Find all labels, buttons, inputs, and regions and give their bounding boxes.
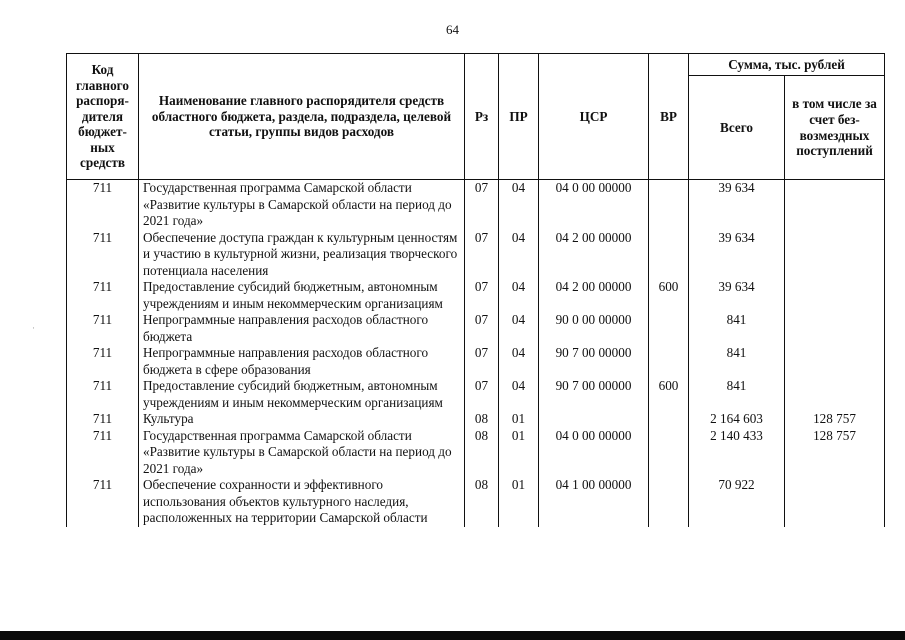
cell-pr: 01 <box>499 411 539 428</box>
cell-name: Непрограммные направления расходов областного бюджета в сфере образования <box>139 345 465 378</box>
cell-grant <box>785 312 885 345</box>
header-sum: Сумма, тыс. рублей <box>689 54 885 76</box>
table-row <box>67 312 885 345</box>
table-row <box>67 477 885 527</box>
header-csr: ЦСР <box>539 54 649 180</box>
cell-rz: 08 <box>465 428 499 478</box>
cell-vr <box>649 312 689 345</box>
cell-csr: 04 0 00 00000 <box>539 180 649 230</box>
cell-name: Предоставление субсидий бюджетным, автономным учреждениям и иным некоммерческим организациям <box>139 378 465 411</box>
cell-rz: 08 <box>465 411 499 428</box>
cell-vr <box>649 428 689 478</box>
cell-csr: 90 0 00 00000 <box>539 312 649 345</box>
table-row <box>67 230 885 280</box>
cell-total: 39 634 <box>689 279 785 312</box>
table-body <box>67 180 885 527</box>
header-name: Наименование главного распорядителя средств областного бюджета, раздела, подраздела, целевой статьи, группы видов расходов <box>139 54 465 180</box>
table-row <box>67 378 885 411</box>
table-row <box>67 180 885 230</box>
cell-pr: 04 <box>499 230 539 280</box>
cell-name: Предоставление субсидий бюджетным, автономным учреждениям и иным некоммерческим организациям <box>139 279 465 312</box>
cell-name: Обеспечение доступа граждан к культурным ценностям и участию в культурной жизни, реализация творческого потенциала населения <box>139 230 465 280</box>
header-rz: Рз <box>465 54 499 180</box>
cell-rz: 07 <box>465 230 499 280</box>
cell-name: Государственная программа Самарской области «Развитие культуры в Самарской области на период до 2021 года» <box>139 428 465 478</box>
cell-pr: 01 <box>499 477 539 527</box>
cell-code: 711 <box>67 428 139 478</box>
cell-code: 711 <box>67 378 139 411</box>
cell-csr: 04 2 00 00000 <box>539 230 649 280</box>
cell-csr: 90 7 00 00000 <box>539 345 649 378</box>
cell-csr <box>539 411 649 428</box>
cell-rz: 07 <box>465 378 499 411</box>
cell-pr: 04 <box>499 378 539 411</box>
cell-csr: 90 7 00 00000 <box>539 378 649 411</box>
table-row <box>67 279 885 312</box>
scan-bottom-edge <box>0 631 905 640</box>
table-row <box>67 411 885 428</box>
cell-vr: 600 <box>649 279 689 312</box>
budget-table <box>66 53 885 527</box>
cell-vr <box>649 230 689 280</box>
cell-code: 711 <box>67 411 139 428</box>
cell-total: 841 <box>689 378 785 411</box>
cell-code: 711 <box>67 312 139 345</box>
table-row <box>67 345 885 378</box>
cell-csr: 04 2 00 00000 <box>539 279 649 312</box>
cell-grant <box>785 230 885 280</box>
cell-rz: 07 <box>465 180 499 230</box>
header-total: Всего <box>689 76 785 180</box>
header-pr: ПР <box>499 54 539 180</box>
cell-csr: 04 1 00 00000 <box>539 477 649 527</box>
cell-total: 39 634 <box>689 180 785 230</box>
stray-mark: · <box>32 323 35 333</box>
cell-rz: 07 <box>465 345 499 378</box>
cell-total: 2 140 433 <box>689 428 785 478</box>
cell-vr <box>649 477 689 527</box>
cell-code: 711 <box>67 279 139 312</box>
cell-grant: 128 757 <box>785 411 885 428</box>
cell-name: Государственная программа Самарской области «Развитие культуры в Самарской области на период до 2021 года» <box>139 180 465 230</box>
cell-pr: 04 <box>499 312 539 345</box>
cell-name: Культура <box>139 411 465 428</box>
cell-name: Непрограммные направления расходов областного бюджета <box>139 312 465 345</box>
cell-vr <box>649 180 689 230</box>
cell-rz: 07 <box>465 312 499 345</box>
cell-name: Обеспечение сохранности и эффективного использования объектов культурного наследия, расположенных на территории Самарской области <box>139 477 465 527</box>
header-vr: ВР <box>649 54 689 180</box>
cell-vr <box>649 411 689 428</box>
cell-total: 841 <box>689 345 785 378</box>
cell-pr: 04 <box>499 345 539 378</box>
cell-rz: 07 <box>465 279 499 312</box>
cell-grant <box>785 477 885 527</box>
cell-pr: 04 <box>499 180 539 230</box>
cell-csr: 04 0 00 00000 <box>539 428 649 478</box>
cell-total: 2 164 603 <box>689 411 785 428</box>
cell-code: 711 <box>67 477 139 527</box>
cell-grant: 128 757 <box>785 428 885 478</box>
header-code: Код главного распоря-дителя бюджет-ных средств <box>67 54 139 180</box>
cell-pr: 01 <box>499 428 539 478</box>
cell-total: 39 634 <box>689 230 785 280</box>
cell-vr: 600 <box>649 378 689 411</box>
header-grant: в том числе за счет без-возмездных поступлений <box>785 76 885 180</box>
cell-pr: 04 <box>499 279 539 312</box>
cell-rz: 08 <box>465 477 499 527</box>
cell-total: 841 <box>689 312 785 345</box>
cell-code: 711 <box>67 230 139 280</box>
cell-grant <box>785 180 885 230</box>
cell-code: 711 <box>67 180 139 230</box>
cell-grant <box>785 279 885 312</box>
cell-code: 711 <box>67 345 139 378</box>
page-number: 64 <box>446 22 459 37</box>
cell-grant <box>785 378 885 411</box>
cell-total: 70 922 <box>689 477 785 527</box>
cell-vr <box>649 345 689 378</box>
cell-grant <box>785 345 885 378</box>
table-row <box>67 428 885 478</box>
